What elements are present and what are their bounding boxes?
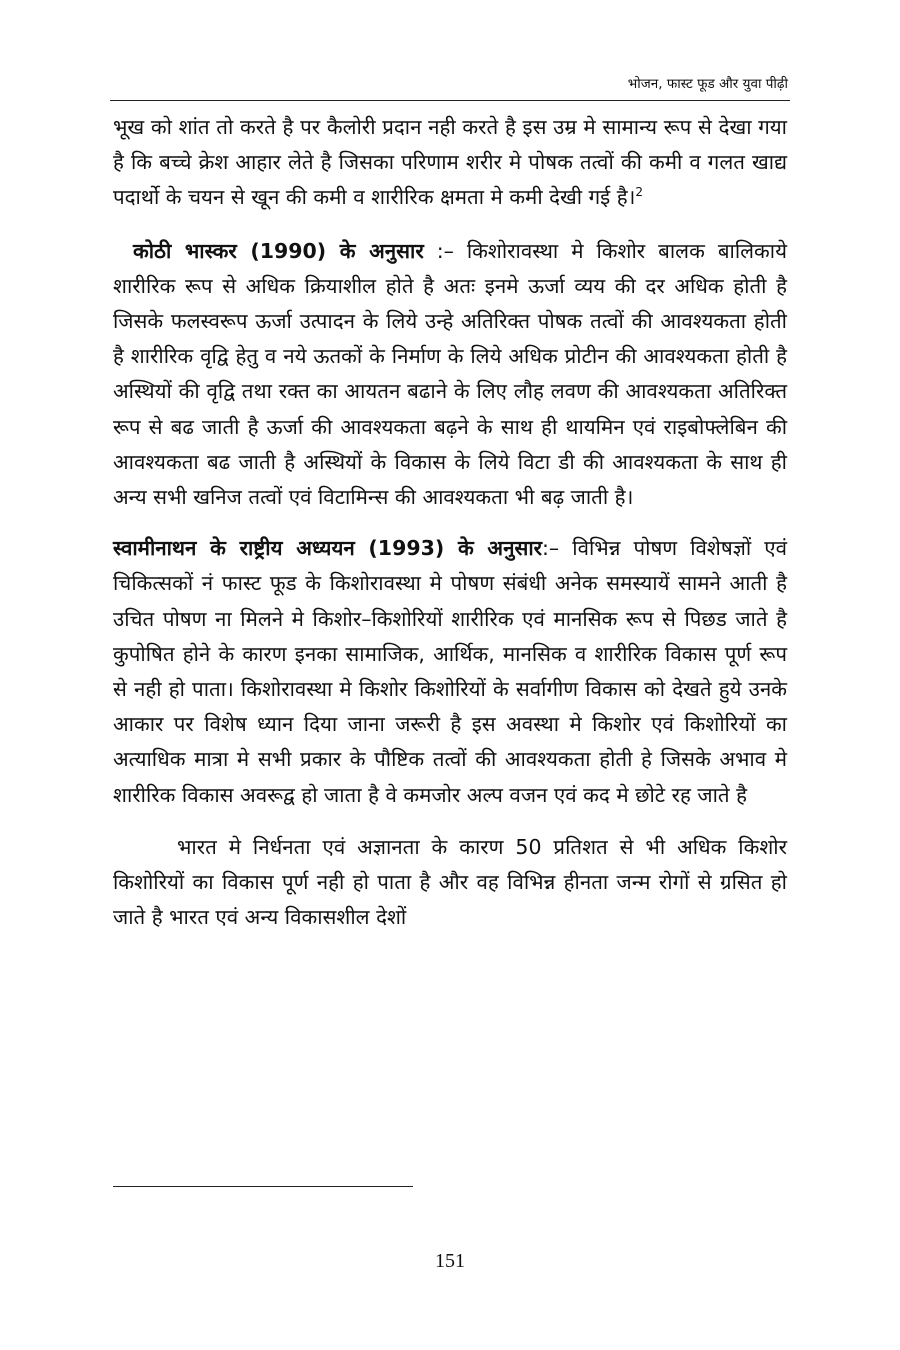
footnote-reference: 2 — [635, 185, 644, 200]
paragraph-2-lead: कोठी भास्कर (1990) के अनुसार — [133, 238, 424, 263]
paragraph-2-text: :– किशोरावस्था मे किशोर बालक बालिकाये शारीरिक रूप से अधिक क्रियाशील होते है अतः इनमे ऊर्जा व्यय की दर अधिक होती है जिसके फलस्वरूप ऊर्जा उत्पादन के लिये उन्हे अतिरिक्त पोषक तत्वों की आवश्यकता होती है शारीरिक वृद्वि हेतु व नये ऊतकों के निर्माण के लिये अधिक प्रोटीन की आवश्यकता होती है अस्थियों की वृद्वि तथा रक्त का आयतन बढाने के लिए लौह लवण की आवश्यकता अतिरिक्त रूप से बढ जाती है ऊर्जा की आवश्यकता बढ़ने के साथ ही थायमिन एवं राइबोफ्लेबिन की आवश्यकता बढ जाती है अस्थियों के विकास के लिये विटा डी की आवश्यकता के साथ ही अन्य सभी खनिज तत्वों एवं विटामिन्स की आवश्यकता भी बढ़ जाती है। — [113, 238, 787, 510]
paragraph-1 — [113, 110, 787, 216]
body-text — [113, 110, 787, 935]
paragraph-4-text: भारत मे निर्धनता एवं अज्ञानता के कारण 50 प्रतिशत से भी अधिक किशोर किशोरियों का विकास पूर्ण नही हो पाता है और वह विभिन्न हीनता जन्म रोगों से ग्रसित हो जाते है भारत एवं अन्य विकासशील देशों — [113, 834, 787, 930]
header-rule — [110, 100, 790, 101]
footnote-rule — [113, 1186, 413, 1187]
paragraph-1-text: भूख को शांत तो करते है पर कैलोरी प्रदान नही करते है इस उम्र मे सामान्य रूप से देखा गया है कि बच्चे क्रेश आहार लेते है जिसका परिणाम शरीर मे पोषक तत्वों की कमी व गलत खाद्य पदार्थो के चयन से खून की कमी व शारीरिक क्षमता मे कमी देखी गई है। — [113, 115, 787, 210]
paragraph-2 — [113, 234, 787, 516]
page-number: 151 — [435, 1250, 465, 1272]
paragraph-3-lead: स्वामीनाथन के राष्ट्रीय अध्ययन (1993) के अनुसार — [113, 536, 543, 561]
paragraph-4 — [113, 830, 787, 936]
paragraph-3 — [113, 531, 787, 813]
running-header: भोजन, फास्ट फूड और युवा पीढ़ी — [627, 76, 788, 92]
paragraph-3-text: :– विभिन्न पोषण विशेषज्ञों एवं चिकित्सकों नं फास्ट फूड के किशोरावस्था मे पोषण संबंधी अनेक समस्यायें सामने आती है उचित पोषण ना मिलने मे किशोर–किशोरियों शारीरिक एवं मानसिक रूप से पिछड जाते है कुपोषित होने के कारण इनका सामाजिक, आर्थिक, मानसिक व शारीरिक विकास पूर्ण रूप से नही हो पाता। किशोरावस्था मे किशोर किशोरियों के सर्वागीण विकास को देखते हुये उनके आकार पर विशेष ध्यान दिया जाना जरूरी है इस अवस्था मे किशोर एवं किशोरियों का अत्याधिक मात्रा मे सभी प्रकार के पौष्टिक तत्वों की आवश्यकता होती हे जिसके अभाव मे शारीरिक विकास अवरूद्व हो जाता है वे कमजोर अल्प वजन एवं कद मे छोटे रह जाते है — [113, 536, 787, 807]
